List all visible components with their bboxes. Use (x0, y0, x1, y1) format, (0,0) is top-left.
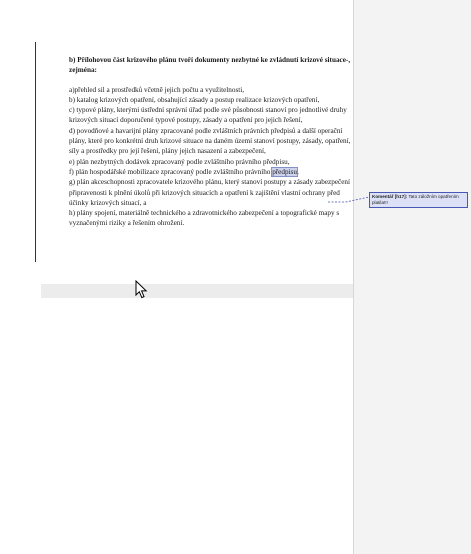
list-item-g: g) plán akceschopnosti zpracovatele krizového plánu, který stanoví postupy a zásady zabezpečení připravenosti k plnění úkolů při krizových situacích a opatření k zajištění vlastní ochrany před účinky krizových situací, a (69, 178, 351, 207)
page-gap (41, 284, 353, 298)
document-body[interactable] (69, 55, 351, 229)
commented-text-highlight[interactable]: předpisu (272, 167, 297, 176)
list-item-f (69, 167, 351, 177)
list-item-b: b) katalog krizových opatření, obsahující zásady a postup realizace krizových opatření, (69, 95, 320, 104)
list-item-f-end: , (296, 167, 299, 176)
list-item-h: h) plány spojení, materiálně technického a zdravotnického zabezpečení a topografické mapy s vyznačenými riziky a řešením ohrožení. (69, 209, 340, 228)
comment-author: Komentář [h17]: (372, 194, 408, 199)
comment-margin-panel (353, 0, 471, 554)
comment-balloon[interactable] (369, 192, 468, 208)
list-item-a: a)přehled sil a prostředků včetně jejich počtu a využitelnosti, (69, 85, 245, 94)
list-item-c: c) typové plány, kterými ústřední správní úřad podle své působnosti stanoví pro jednotlivé druhy krizových situací doporučené typové postupy, zásady a opatření pro jejich řešení, (69, 106, 347, 125)
list-item-e: e) plán nezbytných dodávek zpracovaný podle zvláštního právního předpisu, (69, 157, 290, 166)
list-item-f-text: f) plán hospodářské mobilizace zpracovaný podle zvláštního právního (69, 167, 273, 176)
list-item-d: d) povodňové a havarijní plány zpracované podle zvláštních právních předpisů a další operační plány, které pro konkrétní druh krizové situace na daném území stanoví postupy, zásady, opatření, síly a prostředky pro její řešení, plány jejich nasazení a zabezpečení, (69, 126, 351, 156)
comment-text: Tato záložním opatřením platila!!! (372, 194, 459, 205)
section-heading: b) Přílohovou část krizového plánu tvoří dokumenty nezbytné ke zvládnutí krizové situace-, zejména: (69, 56, 351, 75)
mouse-pointer-icon (135, 280, 148, 300)
change-bar (35, 42, 36, 262)
